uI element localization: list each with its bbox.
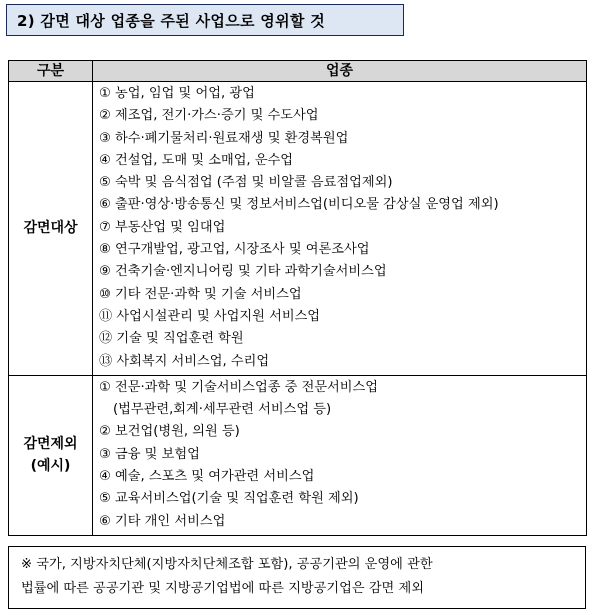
- list-item: ③ 금융 및 보험업: [99, 446, 200, 462]
- list-item: ⑤ 교육서비스업(기술 및 직업훈련 학원 제외): [99, 491, 359, 507]
- industry-table: [8, 60, 587, 536]
- table-row-reduction-excluded: [9, 375, 587, 535]
- list-item: ② 보건업(병원, 의원 등): [99, 424, 240, 440]
- list-item: ④ 예술, 스포츠 및 여가관련 서비스업: [99, 469, 315, 485]
- note-line-2: 법률에 따른 공공기관 및 지방공기업법에 따른 지방공기업은 감면 제외: [21, 581, 424, 596]
- list-item: ⑫ 기술 및 직업훈련 학원: [99, 331, 244, 347]
- section-title: [6, 4, 404, 36]
- list-item: ① 농업, 임업 및 어업, 광업: [99, 86, 255, 101]
- note-line-1: ※ 국가, 지방자치단체(지방자치단체조합 포함), 공공기관의 운영에 관한: [21, 557, 433, 572]
- section-title-text: 2) 감면 대상 업종을 주된 사업으로 영위할 것: [17, 11, 325, 30]
- list-item: ④ 건설업, 도매 및 소매업, 운수업: [99, 152, 294, 168]
- list-item: ⑬ 사회복지 서비스업, 수리업: [99, 353, 270, 369]
- header-industry: 업종: [93, 61, 587, 82]
- table-header-row: [9, 61, 587, 82]
- list-item: ⑥ 기타 개인 서비스업: [99, 513, 226, 529]
- reduction-target-list: [93, 82, 587, 376]
- list-item: ⑩ 기타 전문·과학 및 기술 서비스업: [99, 286, 302, 302]
- exclusion-note: [8, 546, 586, 609]
- list-item: ⑤ 숙박 및 음식점업 (주점 및 비알콜 음료점업제외): [99, 175, 393, 191]
- list-item: ① 전문·과학 및 기술서비스업종 중 전문서비스업: [99, 379, 379, 395]
- list-item: ⑨ 건축기술·엔지니어링 및 기타 과학기술서비스업: [99, 264, 387, 280]
- header-category: 구분: [9, 61, 93, 82]
- list-item: ⑪ 사업시설관리 및 사업지원 서비스업: [99, 308, 321, 324]
- list-item: ⑥ 출판·영상·방송통신 및 정보서비스업(비디오물 감상실 운영업 제외): [99, 197, 499, 213]
- table-row-reduction-target: [9, 82, 587, 376]
- category-excluded-example: (예시): [30, 458, 71, 475]
- category-reduction-target: 감면대상: [9, 82, 93, 376]
- category-reduction-excluded: [9, 375, 93, 535]
- reduction-excluded-list: [93, 375, 587, 535]
- list-item: ② 제조업, 전기·가스·증기 및 수도사업: [99, 108, 319, 124]
- category-excluded-label: 감면제외: [23, 436, 78, 453]
- list-item: ⑦ 부동산업 및 임대업: [99, 219, 226, 235]
- list-item: ③ 하수·폐기물처리·원료재생 및 환경복원업: [99, 130, 349, 146]
- list-item: ⑧ 연구개발업, 광고업, 시장조사 및 여론조사업: [99, 242, 370, 258]
- list-item-continuation: (법무관련,회계·세무관련 서비스업 등): [113, 402, 332, 418]
